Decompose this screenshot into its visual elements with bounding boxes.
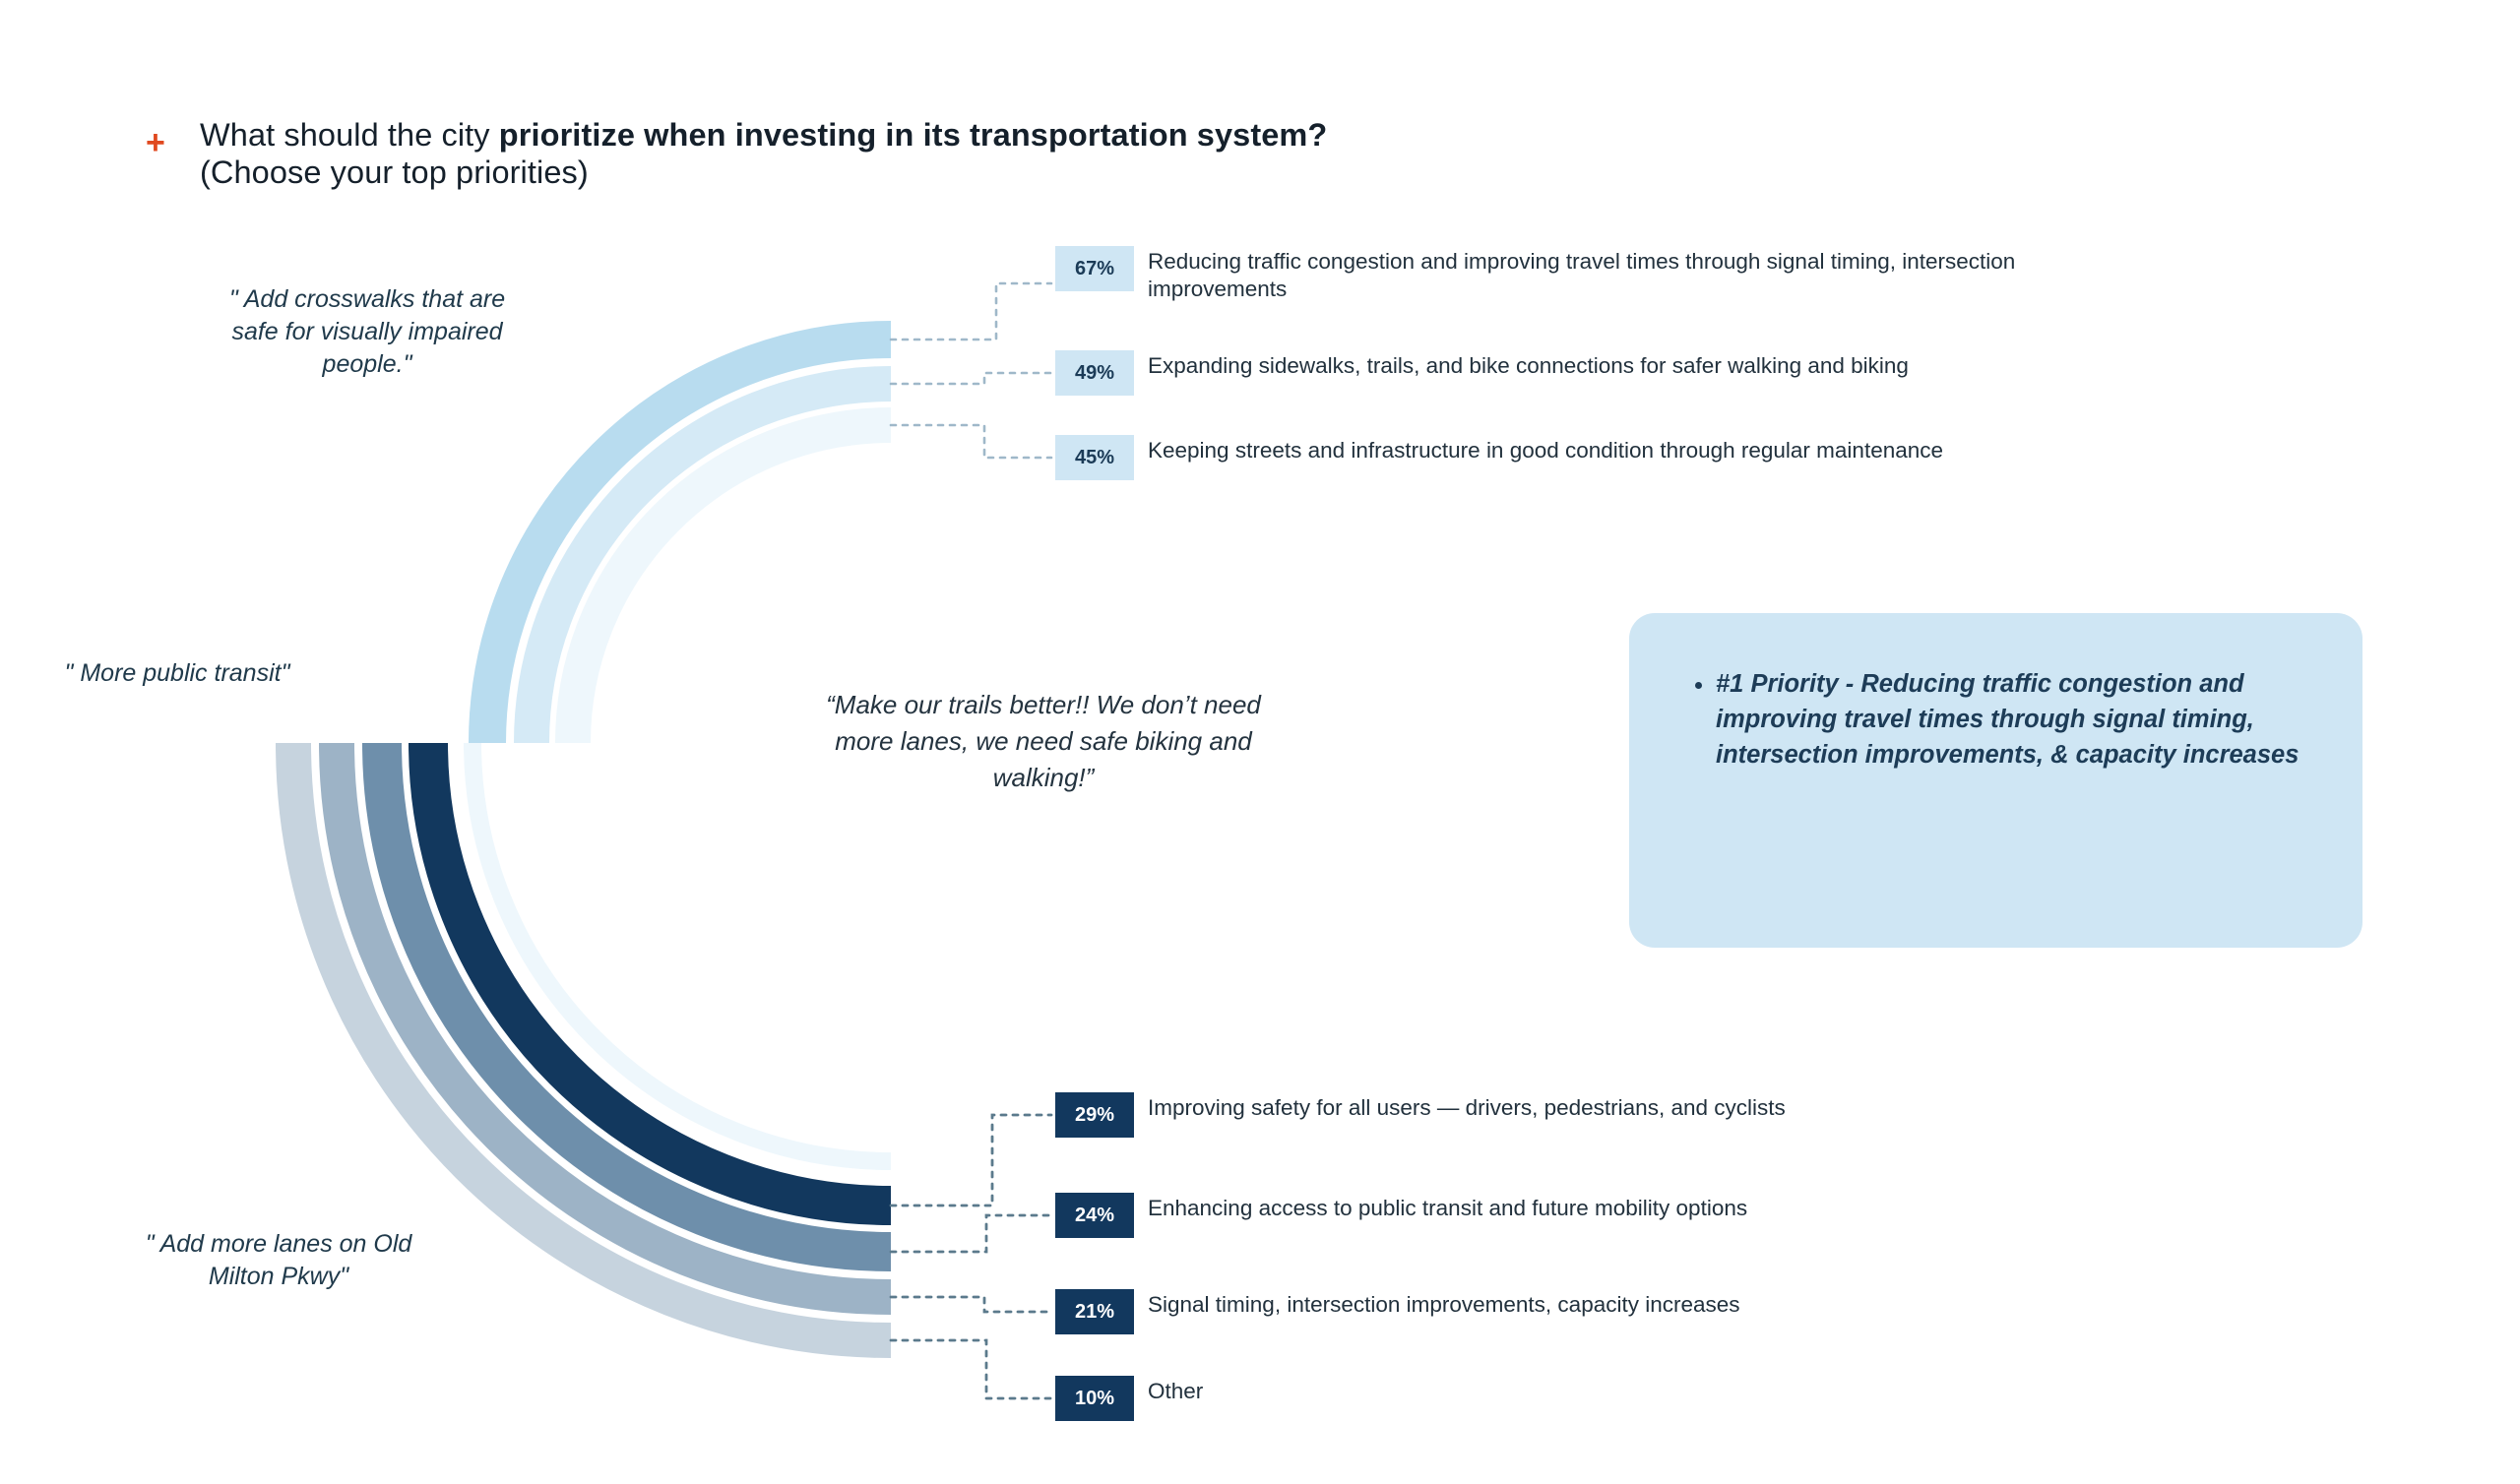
quote-crosswalks: " Add crosswalks that are safe for visually impaired people."	[228, 285, 506, 378]
callout-item-1: • #1 Priority - Reducing traffic congestion and improving travel times through signal timing, intersection improvements, & capacity increases	[1716, 666, 2313, 773]
plus-icon: +	[146, 124, 165, 161]
percent-badge-45: 45%	[1055, 435, 1134, 480]
leader-line-67	[891, 283, 1051, 340]
quote-more-lanes: " Add more lanes on Old Milton Pkwy"	[145, 1230, 412, 1290]
row-label-10: Other	[1148, 1379, 1204, 1403]
percent-badge-24: 24%	[1055, 1193, 1134, 1238]
quote-trails: “Make our trails better!! We don’t need more lanes, we need safe biking and walking!”	[826, 690, 1261, 792]
leader-line-45	[891, 425, 1051, 458]
percent-badge-29: 29%	[1055, 1092, 1134, 1138]
row-label-49: Expanding sidewalks, trails, and bike connections for safer walking and biking	[1148, 353, 1909, 378]
arc-segment-67	[487, 340, 891, 743]
title-line2: (Choose your top priorities)	[200, 155, 589, 191]
callout-box	[1629, 613, 2362, 948]
data-row-21	[1055, 1289, 1740, 1334]
arc-segment-24	[382, 743, 891, 1252]
row-label-21: Signal timing, intersection improvements, capacity increases	[1148, 1292, 1740, 1317]
leader-line-29	[891, 1115, 1051, 1206]
title-text	[200, 116, 1327, 192]
percent-badge-21: 21%	[1055, 1289, 1134, 1334]
data-row-10	[1055, 1376, 1203, 1421]
leader-line-21	[891, 1297, 1051, 1312]
title-line1-bold: prioritize when investing in its transportation system?	[498, 117, 1328, 153]
quote-public-transit: " More public transit"	[64, 659, 290, 687]
leader-line-24	[891, 1215, 1051, 1252]
data-row-24	[1055, 1193, 1747, 1238]
percent-badge-67: 67%	[1055, 246, 1134, 291]
arc-segment-21	[337, 743, 891, 1297]
arc-segment-inner-light	[472, 743, 891, 1161]
row-label-67: Reducing traffic congestion and improving travel times through signal timing, intersection improvements	[1148, 249, 2016, 302]
leader-line-49	[891, 373, 1051, 384]
row-label-29: Improving safety for all users — drivers, pedestrians, and cyclists	[1148, 1095, 1786, 1120]
percent-badge-49: 49%	[1055, 350, 1134, 396]
title-line1-normal: What should the city	[200, 117, 499, 153]
data-row-45	[1055, 435, 1943, 480]
data-row-29	[1055, 1092, 1786, 1138]
data-row-67	[1055, 246, 2132, 304]
callout-list	[1686, 666, 2313, 773]
percent-badge-10: 10%	[1055, 1376, 1134, 1421]
leader-line-10	[891, 1340, 1051, 1398]
row-label-45: Keeping streets and infrastructure in good condition through regular maintenance	[1148, 438, 1944, 463]
data-row-49	[1055, 350, 1909, 396]
arc-segment-29	[428, 743, 891, 1206]
row-label-24: Enhancing access to public transit and future mobility options	[1148, 1196, 1748, 1220]
